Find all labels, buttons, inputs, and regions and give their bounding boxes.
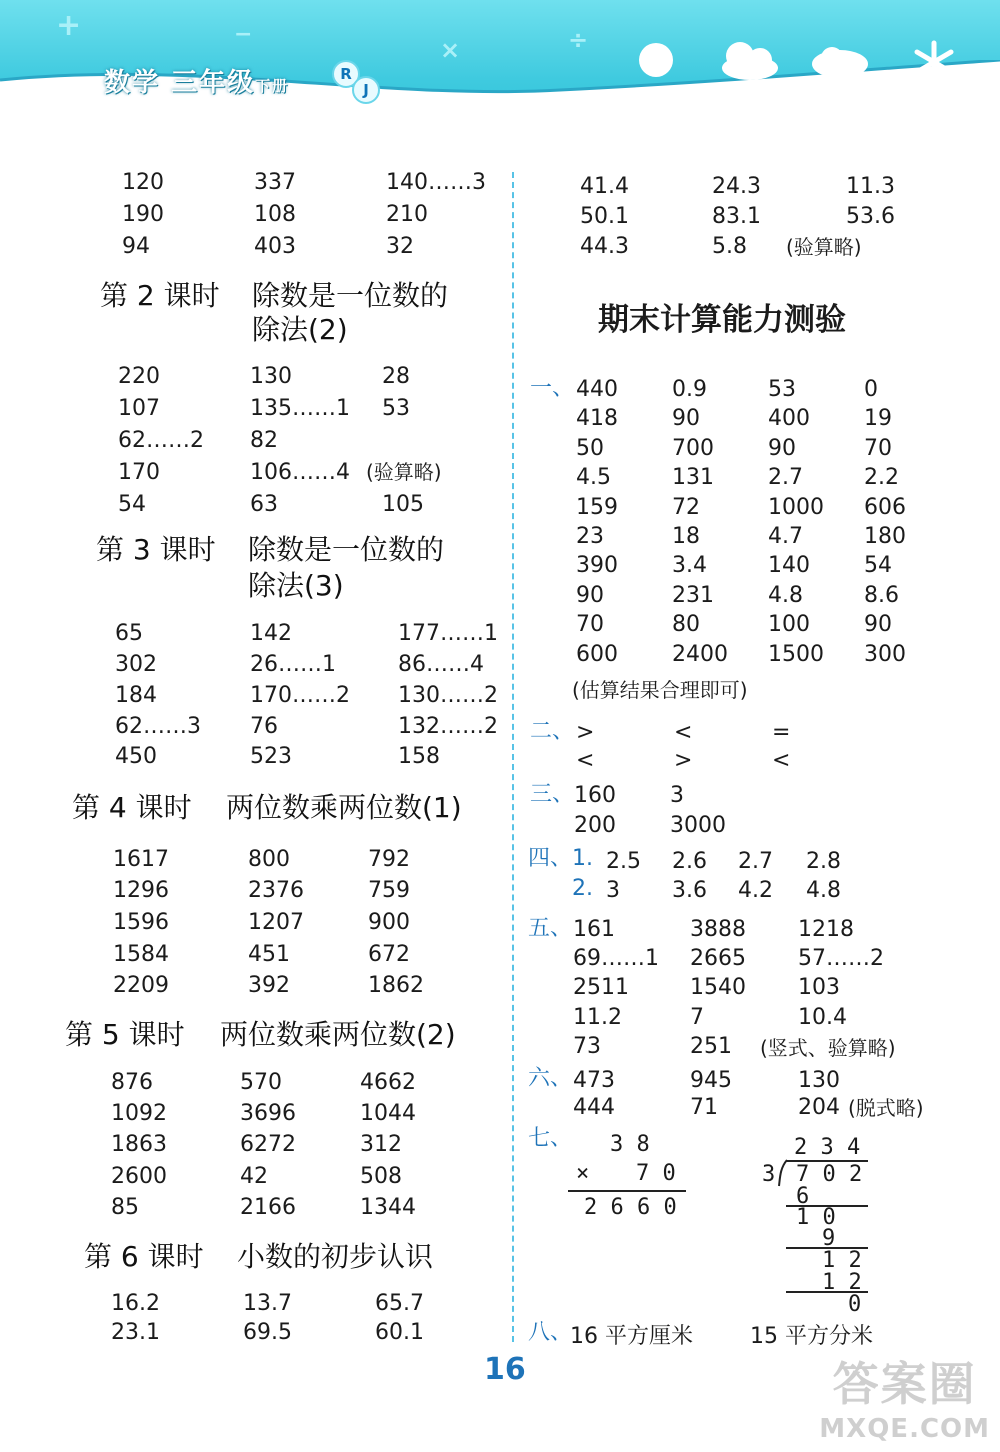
answer: 1862 bbox=[368, 973, 424, 998]
answer: 473 bbox=[573, 1068, 615, 1093]
subject: 数学 bbox=[104, 68, 161, 98]
answer: 4.2 bbox=[738, 878, 773, 903]
answer: 337 bbox=[254, 170, 296, 195]
answer: 570 bbox=[240, 1070, 282, 1095]
division-step: 1 2 bbox=[822, 1248, 862, 1273]
answer: 72 bbox=[672, 495, 700, 520]
answer: 392 bbox=[248, 973, 290, 998]
answer: 2400 bbox=[672, 642, 728, 667]
answer: 2511 bbox=[573, 975, 629, 1000]
answer: 900 bbox=[368, 910, 410, 935]
question-8-label: 八、 bbox=[528, 1320, 573, 1345]
badge-j: J bbox=[352, 76, 380, 104]
plus-decoration-icon: + bbox=[56, 8, 82, 43]
answer: 523 bbox=[250, 744, 292, 769]
question-7-label: 七、 bbox=[528, 1126, 573, 1151]
grade: 三年级 bbox=[171, 68, 256, 98]
lesson-5-topic: 两位数乘两位数(2) bbox=[220, 1018, 456, 1051]
column-divider bbox=[512, 172, 514, 1342]
answer: 3000 bbox=[670, 813, 726, 838]
answer: 4.8 bbox=[806, 878, 841, 903]
answer: 1617 bbox=[113, 847, 169, 872]
note: (验算略) bbox=[786, 235, 862, 259]
answer: 140……3 bbox=[386, 170, 486, 195]
answer: 312 bbox=[360, 1132, 402, 1157]
product: 2 6 6 0 bbox=[584, 1195, 677, 1220]
lesson-6-topic: 小数的初步认识 bbox=[237, 1240, 434, 1273]
answer: 170 bbox=[118, 460, 160, 485]
answer: 4.5 bbox=[576, 465, 611, 490]
answer: 210 bbox=[386, 202, 428, 227]
answer: 41.4 bbox=[580, 174, 629, 199]
answer: 158 bbox=[398, 744, 440, 769]
answer: 231 bbox=[672, 583, 714, 608]
answer: 108 bbox=[254, 202, 296, 227]
answer: 220 bbox=[118, 364, 160, 389]
comparison: < bbox=[674, 720, 693, 745]
answer: 1584 bbox=[113, 942, 169, 967]
multiplication-line bbox=[568, 1190, 686, 1192]
answer: 76 bbox=[250, 714, 278, 739]
answer: 65 bbox=[115, 621, 143, 646]
answer: 450 bbox=[115, 744, 157, 769]
division-step: 9 bbox=[822, 1226, 836, 1251]
note: (脱式略) bbox=[848, 1096, 924, 1120]
quotient: 2 3 4 bbox=[794, 1135, 861, 1160]
answer: 180 bbox=[864, 524, 906, 549]
answer: 60.1 bbox=[375, 1320, 424, 1345]
minus-decoration-icon: − bbox=[234, 22, 253, 47]
answer: 190 bbox=[122, 202, 164, 227]
answer: 90 bbox=[576, 583, 604, 608]
answer: 2209 bbox=[113, 973, 169, 998]
answer: 606 bbox=[864, 495, 906, 520]
answer: 1296 bbox=[113, 878, 169, 903]
answer: 700 bbox=[672, 436, 714, 461]
answer: 103 bbox=[798, 975, 840, 1000]
answer: 65.7 bbox=[375, 1291, 424, 1316]
volume: 下册 bbox=[255, 77, 290, 95]
answer: 2.5 bbox=[606, 849, 641, 874]
answer: 418 bbox=[576, 406, 618, 431]
answer: 945 bbox=[690, 1068, 732, 1093]
answer: 53 bbox=[768, 377, 796, 402]
question-4-label: 四、 bbox=[528, 846, 573, 871]
division-step: 1 2 bbox=[822, 1270, 862, 1295]
question-4-sub2: 2. bbox=[572, 876, 593, 901]
answer: 1218 bbox=[798, 917, 854, 942]
answer: 2.7 bbox=[768, 465, 803, 490]
comparison: > bbox=[674, 748, 693, 773]
answer: 403 bbox=[254, 234, 296, 259]
comparison: < bbox=[772, 748, 791, 773]
answer: 100 bbox=[768, 612, 810, 637]
answer: 15 平方分米 bbox=[750, 1324, 873, 1349]
question-1-note: (估算结果合理即可) bbox=[572, 678, 748, 702]
answer: 94 bbox=[122, 234, 150, 259]
answer: 42 bbox=[240, 1164, 268, 1189]
answer: 184 bbox=[115, 683, 157, 708]
answer: 50 bbox=[576, 436, 604, 461]
answer: 62……2 bbox=[118, 428, 204, 453]
answer: 106……4 bbox=[250, 460, 350, 485]
note: (验算略) bbox=[366, 460, 442, 484]
answer: 82 bbox=[250, 428, 278, 453]
answer: 16.2 bbox=[111, 1291, 160, 1316]
answer: 7 bbox=[690, 1005, 704, 1030]
division-step: 1 0 bbox=[796, 1205, 836, 1230]
answer: 792 bbox=[368, 847, 410, 872]
dividend: 7 0 2 bbox=[796, 1162, 863, 1187]
rain-icon bbox=[806, 44, 872, 92]
lesson-2-topic: 除数是一位数的 bbox=[252, 279, 449, 312]
lesson-4-topic: 两位数乘两位数(1) bbox=[226, 791, 462, 824]
answer: 2166 bbox=[240, 1195, 296, 1220]
book-title bbox=[104, 62, 289, 99]
answer: 159 bbox=[576, 495, 618, 520]
answer: 70 bbox=[864, 436, 892, 461]
answer: 44.3 bbox=[580, 234, 629, 259]
times-decoration-icon: × bbox=[440, 36, 461, 64]
answer: 23.1 bbox=[111, 1320, 160, 1345]
multiply-sign: × bbox=[576, 1161, 590, 1186]
multiplicand: 3 8 bbox=[610, 1132, 650, 1157]
answer: 62……3 bbox=[115, 714, 201, 739]
question-4-sub1: 1. bbox=[572, 846, 593, 871]
answer: 672 bbox=[368, 942, 410, 967]
answer: 0 bbox=[864, 377, 878, 402]
lesson-2-title: 第 2 课时 bbox=[100, 279, 220, 312]
watermark-text: 答案圈 bbox=[832, 1357, 977, 1411]
answer: 204 bbox=[798, 1095, 840, 1120]
answer: 1092 bbox=[111, 1101, 167, 1126]
answer: 80 bbox=[672, 612, 700, 637]
answer: 6272 bbox=[240, 1132, 296, 1157]
answer: 142 bbox=[250, 621, 292, 646]
answer: 876 bbox=[111, 1070, 153, 1095]
answer: 32 bbox=[386, 234, 414, 259]
comparison: = bbox=[772, 720, 791, 745]
answer: 2600 bbox=[111, 1164, 167, 1189]
snowflake-icon bbox=[912, 40, 956, 84]
answer: 5.8 bbox=[712, 234, 747, 259]
answer: 23 bbox=[576, 524, 604, 549]
answer: 57……2 bbox=[798, 946, 884, 971]
answer: 451 bbox=[248, 942, 290, 967]
answer: 759 bbox=[368, 878, 410, 903]
answer: 4662 bbox=[360, 1070, 416, 1095]
answer: 200 bbox=[574, 813, 616, 838]
page-number: 16 bbox=[484, 1352, 526, 1387]
divisor: 3 bbox=[762, 1162, 776, 1187]
answer: 1596 bbox=[113, 910, 169, 935]
answer: 3.6 bbox=[672, 878, 707, 903]
answer: 86……4 bbox=[398, 652, 484, 677]
answer: 161 bbox=[573, 917, 615, 942]
badge-r: R bbox=[332, 60, 360, 88]
division-bracket bbox=[776, 1158, 790, 1188]
answer: 130 bbox=[798, 1068, 840, 1093]
sun-icon bbox=[636, 40, 676, 80]
lesson-4-title: 第 4 课时 bbox=[72, 791, 192, 824]
answer: 3 bbox=[606, 878, 620, 903]
answer: 800 bbox=[248, 847, 290, 872]
answer: 1044 bbox=[360, 1101, 416, 1126]
answer: 2.8 bbox=[806, 849, 841, 874]
answer: 2.6 bbox=[672, 849, 707, 874]
answer: 73 bbox=[573, 1034, 601, 1059]
lesson-3-topic: 除数是一位数的 bbox=[248, 533, 445, 566]
division-step: 6 bbox=[796, 1184, 810, 1209]
answer: 508 bbox=[360, 1164, 402, 1189]
question-2-label: 二、 bbox=[530, 719, 575, 744]
answer: 440 bbox=[576, 377, 618, 402]
multiplier: 7 0 bbox=[636, 1161, 676, 1186]
note: (竖式、验算略) bbox=[760, 1036, 896, 1060]
comparison: > bbox=[576, 720, 595, 745]
watermark-url: MXQE.COM bbox=[819, 1414, 990, 1444]
lesson-6-title: 第 6 课时 bbox=[84, 1240, 204, 1273]
answer: 131 bbox=[672, 465, 714, 490]
answer: 83.1 bbox=[712, 204, 761, 229]
answer: 53 bbox=[382, 396, 410, 421]
answer: 90 bbox=[672, 406, 700, 431]
answer: 1540 bbox=[690, 975, 746, 1000]
answer: 170……2 bbox=[250, 683, 350, 708]
answer: 1000 bbox=[768, 495, 824, 520]
answer: 11.3 bbox=[846, 174, 895, 199]
answer: 2665 bbox=[690, 946, 746, 971]
answer: 444 bbox=[573, 1095, 615, 1120]
answer: 2376 bbox=[248, 878, 304, 903]
answer: 8.6 bbox=[864, 583, 899, 608]
answer: 70 bbox=[576, 612, 604, 637]
answer: 69.5 bbox=[243, 1320, 292, 1345]
answer: 85 bbox=[111, 1195, 139, 1220]
answer: 140 bbox=[768, 553, 810, 578]
answer: 28 bbox=[382, 364, 410, 389]
answer: 63 bbox=[250, 492, 278, 517]
answer: 107 bbox=[118, 396, 160, 421]
answer: 19 bbox=[864, 406, 892, 431]
answer: 132……2 bbox=[398, 714, 498, 739]
answer: 3 bbox=[670, 783, 684, 808]
answer: 16 平方厘米 bbox=[570, 1324, 693, 1349]
answer: 1344 bbox=[360, 1195, 416, 1220]
divide-decoration-icon: ÷ bbox=[568, 26, 589, 54]
question-3-label: 三、 bbox=[530, 782, 575, 807]
answer: 3696 bbox=[240, 1101, 296, 1126]
answer: 53.6 bbox=[846, 204, 895, 229]
question-6-label: 六、 bbox=[528, 1066, 573, 1091]
answer: 11.2 bbox=[573, 1005, 622, 1030]
answer: 251 bbox=[690, 1034, 732, 1059]
answer: 4.7 bbox=[768, 524, 803, 549]
answer: 135……1 bbox=[250, 396, 350, 421]
answer: 1207 bbox=[248, 910, 304, 935]
question-1-label: 一、 bbox=[530, 376, 575, 401]
answer: 69……1 bbox=[573, 946, 659, 971]
lesson-3-title: 第 3 课时 bbox=[96, 533, 216, 566]
remainder: 0 bbox=[848, 1292, 862, 1317]
answer: 10.4 bbox=[798, 1005, 847, 1030]
lesson-3-topic-cont: 除法(3) bbox=[248, 569, 344, 602]
answer: 2.7 bbox=[738, 849, 773, 874]
lesson-5-title: 第 5 课时 bbox=[65, 1018, 185, 1051]
answer: 54 bbox=[118, 492, 146, 517]
answer: 50.1 bbox=[580, 204, 629, 229]
answer: 3888 bbox=[690, 917, 746, 942]
answer: 300 bbox=[864, 642, 906, 667]
answer: 24.3 bbox=[712, 174, 761, 199]
answer: 1863 bbox=[111, 1132, 167, 1157]
answer: 90 bbox=[768, 436, 796, 461]
answer: 90 bbox=[864, 612, 892, 637]
answer: 160 bbox=[574, 783, 616, 808]
answer: 105 bbox=[382, 492, 424, 517]
answer: 302 bbox=[115, 652, 157, 677]
answer: 54 bbox=[864, 553, 892, 578]
answer: 120 bbox=[122, 170, 164, 195]
answer: 177……1 bbox=[398, 621, 498, 646]
answer: 4.8 bbox=[768, 583, 803, 608]
answer: 400 bbox=[768, 406, 810, 431]
cloudy-icon bbox=[718, 38, 780, 82]
answer: 390 bbox=[576, 553, 618, 578]
answer: 130 bbox=[250, 364, 292, 389]
answer: 2.2 bbox=[864, 465, 899, 490]
answer: 71 bbox=[690, 1095, 718, 1120]
answer: 13.7 bbox=[243, 1291, 292, 1316]
lesson-2-topic-cont: 除法(2) bbox=[252, 313, 348, 346]
exam-title: 期末计算能力测验 bbox=[598, 302, 846, 338]
answer: 600 bbox=[576, 642, 618, 667]
answer: 1500 bbox=[768, 642, 824, 667]
answer: 18 bbox=[672, 524, 700, 549]
answer: 130……2 bbox=[398, 683, 498, 708]
comparison: < bbox=[576, 748, 595, 773]
question-5-label: 五、 bbox=[528, 916, 573, 941]
watermark bbox=[819, 1348, 990, 1444]
answer: 26……1 bbox=[250, 652, 336, 677]
answer: 0.9 bbox=[672, 377, 707, 402]
answer: 3.4 bbox=[672, 553, 707, 578]
